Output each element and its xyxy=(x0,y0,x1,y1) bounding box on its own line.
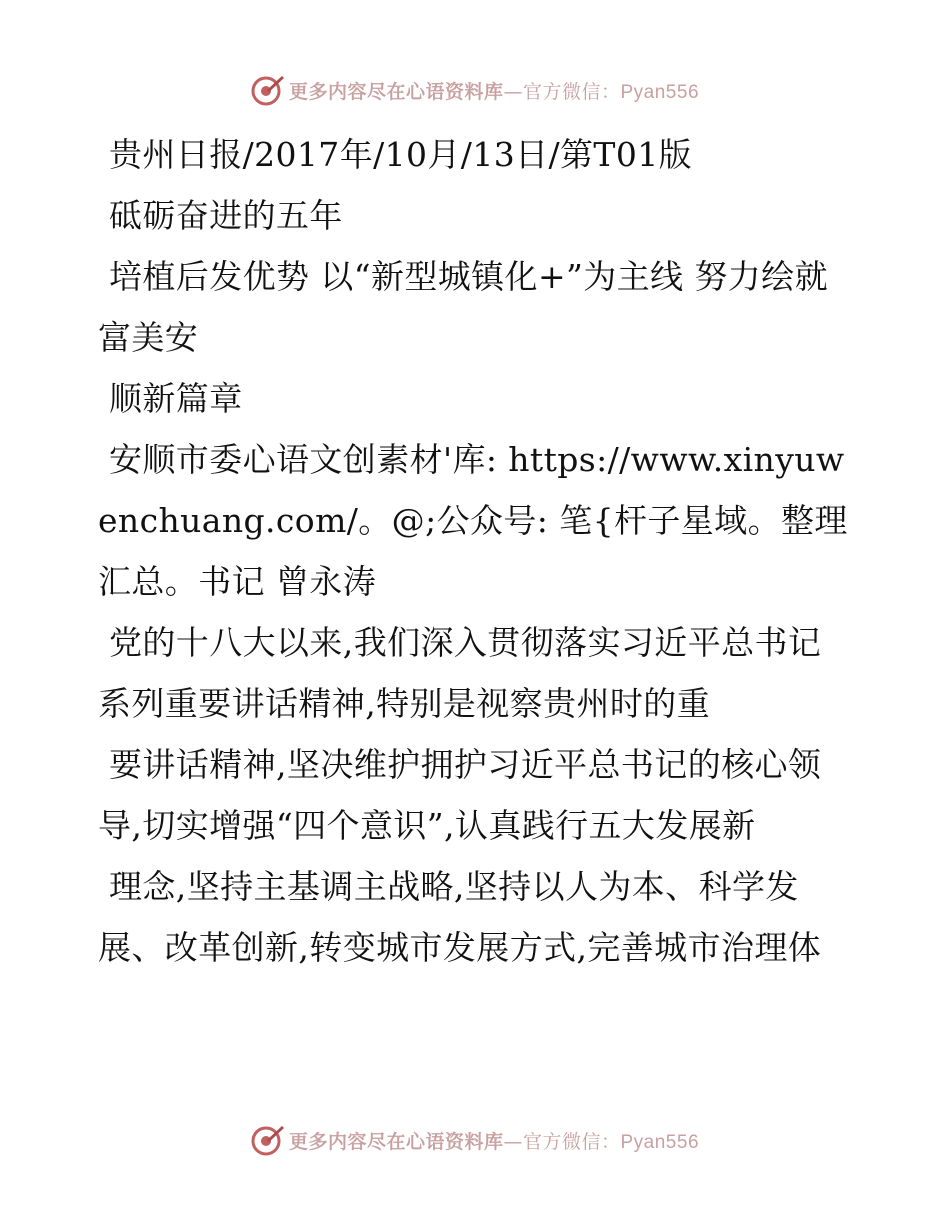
watermark-wechat-id: Pyan556 xyxy=(620,1131,700,1153)
watermark-main: 更多内容尽在心语资料库 xyxy=(288,1130,504,1153)
headline: 培植后发优势 以“新型城镇化+”为主线 努力绘就富美安 xyxy=(98,257,828,357)
source-line: 贵州日报/2017年/10月/13日/第T01版 xyxy=(109,135,693,174)
watermark-main: 更多内容尽在心语资料库 xyxy=(288,80,504,103)
document-body xyxy=(98,124,854,978)
footer-watermark-banner xyxy=(0,1120,950,1160)
quill-seal-icon xyxy=(251,1123,285,1157)
headline-continued: 顺新篇章 xyxy=(109,379,243,418)
column-title: 砥砺奋进的五年 xyxy=(109,196,343,235)
watermark-text xyxy=(289,77,699,104)
quill-seal-icon xyxy=(251,73,285,107)
watermark-wechat-id: Pyan556 xyxy=(620,81,700,103)
header-watermark-banner xyxy=(0,70,950,110)
body-paragraph: 理念,坚持主基调主战略,坚持以人为本、科学发展、改革创新,转变城市发展方式,完善城市治理体 xyxy=(98,867,822,967)
body-paragraph: 党的十八大以来,我们深入贯彻落实习近平总书记系列重要讲话精神,特别是视察贵州时的重 xyxy=(98,623,822,723)
body-paragraph: 要讲话精神,坚决维护拥护习近平总书记的核心领导,切实增强“四个意识”,认真践行五大发展新 xyxy=(98,745,822,845)
watermark-text xyxy=(289,1127,699,1154)
watermark-dash: — xyxy=(503,1130,523,1153)
byline: 安顺市委心语文创素材'库: https://www.xinyuwenchuang.com/。@;公众号: 笔{杆子星域。整理汇总。书记 曾永涛 xyxy=(98,440,848,601)
watermark-wechat-label: 官方微信： xyxy=(522,80,621,103)
watermark-wechat-label: 官方微信： xyxy=(522,1130,621,1153)
watermark-dash: — xyxy=(503,80,523,103)
